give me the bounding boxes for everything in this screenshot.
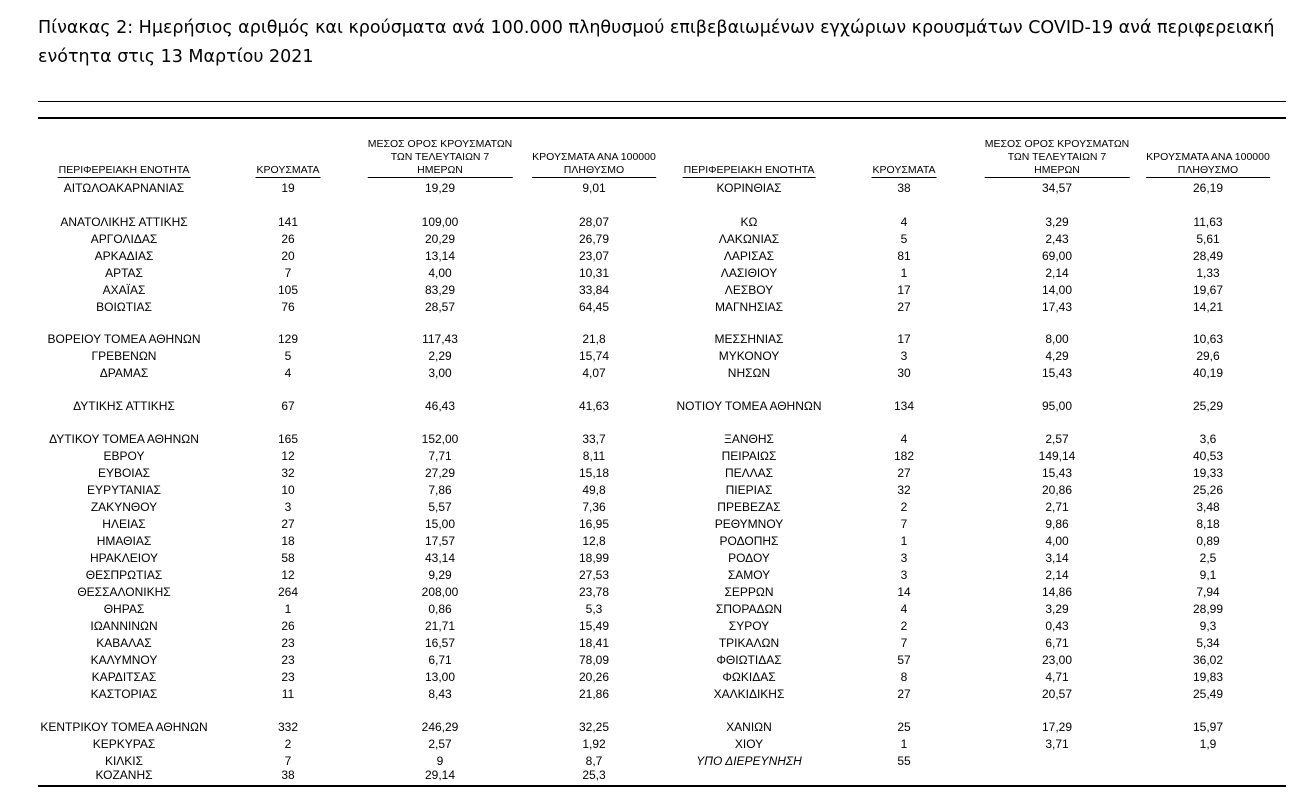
per100k-value: 36,02 — [1192, 653, 1224, 667]
region-name: ΧΑΛΚΙΔΙΚΗΣ — [713, 687, 785, 701]
cases-value: 26 — [281, 232, 295, 246]
per100k-value: 3,6 — [1199, 432, 1217, 446]
region-name: ΗΡΑΚΛΕΙΟΥ — [89, 551, 159, 565]
cases-value: 25 — [897, 720, 911, 734]
region-name: ΕΥΒΟΙΑΣ — [97, 466, 151, 480]
cases-value: 7 — [284, 266, 292, 280]
cases-value: 7 — [284, 754, 292, 768]
region-name: ΛΑΚΩΝΙΑΣ — [718, 232, 780, 246]
cases-value: 332 — [277, 720, 299, 734]
cases-value: 3 — [900, 568, 908, 582]
region-name: ΥΠΟ ΔΙΕΡΕΥΝΗΣΗ — [696, 754, 802, 768]
per100k-value: 40,19 — [1192, 366, 1224, 380]
region-name: ΚΕΝΤΡΙΚΟΥ ΤΟΜΕΑ ΑΘΗΝΩΝ — [40, 720, 208, 734]
per100k-value: 18,99 — [578, 551, 610, 565]
per100k-value: 78,09 — [578, 653, 610, 667]
avg7-value: 21,71 — [424, 619, 456, 633]
cases-value: 23 — [281, 636, 295, 650]
cases-value: 7 — [900, 517, 908, 531]
cases-value: 1 — [900, 534, 908, 548]
region-name: ΛΑΣΙΘΙΟΥ — [720, 266, 778, 280]
cases-value: 12 — [281, 568, 295, 582]
avg7-value: 20,57 — [1041, 687, 1073, 701]
per100k-value: 41,63 — [578, 399, 610, 413]
avg7-value: 19,29 — [424, 181, 456, 195]
region-name: ΣΥΡΟΥ — [728, 619, 770, 633]
cases-value: 2 — [284, 737, 292, 751]
avg7-value: 17,57 — [424, 534, 456, 548]
region-name: ΧΑΝΙΩΝ — [726, 720, 772, 734]
region-name: ΑΝΑΤΟΛΙΚΗΣ ΑΤΤΙΚΗΣ — [60, 215, 188, 229]
avg7-value: 9 — [436, 754, 444, 768]
header-region-left — [58, 164, 191, 178]
avg7-value: 2,71 — [1045, 500, 1069, 514]
avg7-value: 3,14 — [1045, 551, 1069, 565]
region-name: ΠΕΙΡΑΙΩΣ — [721, 449, 777, 463]
region-name: ΚΟΖΑΝΗΣ — [95, 768, 153, 782]
avg7-value: 34,57 — [1041, 181, 1073, 195]
cases-value: 3 — [900, 551, 908, 565]
region-name: ΔΡΑΜΑΣ — [99, 366, 149, 380]
per100k-value: 23,07 — [578, 249, 610, 263]
avg7-value: 2,57 — [1045, 432, 1069, 446]
cases-value: 4 — [284, 366, 292, 380]
per100k-value: 28,49 — [1192, 249, 1224, 263]
caption-line-2: ενότητα στις 13 Μαρτίου 2021 — [38, 47, 314, 67]
region-name: ΝΟΤΙΟΥ ΤΟΜΕΑ ΑΘΗΝΩΝ — [676, 399, 822, 413]
region-name: ΠΕΛΛΑΣ — [724, 466, 774, 480]
cases-value: 4 — [900, 215, 908, 229]
cases-value: 1 — [900, 266, 908, 280]
per100k-value: 19,33 — [1192, 466, 1224, 480]
per100k-value: 1,92 — [582, 737, 606, 751]
avg7-value: 14,86 — [1041, 585, 1073, 599]
per100k-value: 12,8 — [582, 534, 606, 548]
region-name: ΒΟΙΩΤΙΑΣ — [96, 300, 152, 314]
region-name: ΠΙΕΡΙΑΣ — [725, 483, 773, 497]
avg7-value: 4,71 — [1045, 670, 1069, 684]
per100k-value: 8,7 — [585, 754, 603, 768]
avg7-value: 6,71 — [1045, 636, 1069, 650]
avg7-value: 109,00 — [421, 215, 459, 229]
cases-value: 27 — [897, 687, 911, 701]
region-name: ΤΡΙΚΑΛΩΝ — [718, 636, 780, 650]
region-name: ΖΑΚΥΝΘΟΥ — [90, 500, 158, 514]
region-name: ΑΡΤΑΣ — [105, 266, 143, 280]
avg7-value: 2,57 — [428, 737, 452, 751]
per100k-value: 25,26 — [1192, 483, 1224, 497]
avg7-value: 17,43 — [1041, 300, 1073, 314]
avg7-value: 15,43 — [1041, 466, 1073, 480]
avg7-value: 20,29 — [424, 232, 456, 246]
header-line: ΜΕΣΟΣ ΟΡΟΣ ΚΡΟΥΣΜΑΤΩΝ — [367, 138, 513, 150]
avg7-value: 149,14 — [1038, 449, 1076, 463]
per100k-value: 11,63 — [1193, 215, 1223, 229]
region-name: ΘΕΣΣΑΛΟΝΙΚΗΣ — [77, 585, 171, 599]
cases-value: 32 — [281, 466, 295, 480]
per100k-value: 25,49 — [1192, 687, 1224, 701]
avg7-value: 9,86 — [1045, 517, 1069, 531]
avg7-value: 2,14 — [1045, 266, 1069, 280]
per100k-value: 33,84 — [578, 283, 610, 297]
region-name: ΑΧΑΪΑΣ — [102, 283, 146, 297]
cases-value: 23 — [281, 670, 295, 684]
header-line: ΠΛΗΘΥΣΜΟ — [532, 164, 656, 178]
avg7-value: 13,00 — [424, 670, 456, 684]
region-name: ΑΙΤΩΛΟΑΚΑΡΝΑΝΙΑΣ — [63, 181, 185, 195]
per100k-value: 19,83 — [1192, 670, 1224, 684]
per100k-value: 9,1 — [1199, 568, 1217, 582]
region-name: ΗΜΑΘΙΑΣ — [96, 534, 152, 548]
per100k-value: 10,31 — [578, 266, 610, 280]
region-name: ΓΡΕΒΕΝΩΝ — [91, 349, 157, 363]
per100k-value: 25,3 — [582, 768, 606, 782]
avg7-value: 2,43 — [1045, 232, 1069, 246]
cases-value: 23 — [281, 653, 295, 667]
region-name: ΕΒΡΟΥ — [103, 449, 145, 463]
avg7-value: 17,29 — [1041, 720, 1073, 734]
per100k-value: 5,61 — [1196, 232, 1220, 246]
header-cases-left — [256, 164, 321, 178]
header-avg7-right — [985, 138, 1130, 178]
avg7-value: 8,43 — [428, 687, 452, 701]
avg7-value: 7,86 — [428, 483, 452, 497]
cases-value: 4 — [900, 432, 908, 446]
per100k-value: 20,26 — [578, 670, 610, 684]
per100k-value: 21,86 — [578, 687, 610, 701]
region-name: ΚΑΣΤΟΡΙΑΣ — [90, 687, 158, 701]
per100k-value: 64,45 — [578, 300, 610, 314]
region-name: ΒΟΡΕΙΟΥ ΤΟΜΕΑ ΑΘΗΝΩΝ — [47, 332, 201, 346]
avg7-value: 9,29 — [428, 568, 452, 582]
avg7-value: 2,14 — [1045, 568, 1069, 582]
region-name: ΧΙΟΥ — [734, 737, 764, 751]
avg7-value: 4,00 — [1045, 534, 1069, 548]
avg7-value: 3,71 — [1045, 737, 1069, 751]
per100k-value: 23,78 — [578, 585, 610, 599]
cases-value: 17 — [897, 283, 911, 297]
cases-value: 30 — [897, 366, 911, 380]
header-line: ΗΜΕΡΩΝ — [985, 164, 1130, 178]
avg7-value: 208,00 — [421, 585, 459, 599]
header-line: ΠΛΗΘΥΣΜΟ — [1146, 164, 1270, 178]
header-line: ΜΕΣΟΣ ΟΡΟΣ ΚΡΟΥΣΜΑΤΩΝ — [984, 138, 1130, 150]
per100k-value: 16,95 — [578, 517, 610, 531]
cases-value: 8 — [900, 670, 908, 684]
cases-value: 3 — [284, 500, 292, 514]
region-name: ΡΟΔΟΠΗΣ — [719, 534, 779, 548]
per100k-value: 27,53 — [578, 568, 610, 582]
cases-value: 14 — [897, 585, 911, 599]
region-name: ΛΑΡΙΣΑΣ — [723, 249, 775, 263]
cases-value: 182 — [893, 449, 915, 463]
region-name: ΔΥΤΙΚΗΣ ΑΤΤΙΚΗΣ — [73, 399, 175, 413]
per100k-value: 4,07 — [582, 366, 606, 380]
header-line: ΠΕΡΙΦΕΡΕΙΑΚΗ ΕΝΟΤΗΤΑ — [683, 164, 815, 176]
per100k-value: 28,07 — [578, 215, 610, 229]
header-line: ΚΡΟΥΣΜΑΤΑ ΑΝΑ 100000 — [1146, 151, 1270, 163]
per100k-value: 29,6 — [1196, 349, 1220, 363]
header-line: ΠΕΡΙΦΕΡΕΙΑΚΗ ΕΝΟΤΗΤΑ — [58, 164, 190, 176]
per100k-value: 18,41 — [578, 636, 610, 650]
avg7-value: 5,57 — [428, 500, 452, 514]
cases-value: 26 — [281, 619, 295, 633]
per100k-value: 15,74 — [578, 349, 610, 363]
cases-value: 1 — [900, 737, 908, 751]
caption-line-1: Πίνακας 2: Ημερήσιος αριθμός και κρούσματα ανά 100.000 πληθυσμού επιβεβαιωμένων εγχώριων κρουσμάτων COVID-19 ανά περιφερειακή — [38, 18, 1275, 38]
region-name: ΘΗΡΑΣ — [103, 602, 145, 616]
per100k-value: 40,53 — [1192, 449, 1224, 463]
per100k-value: 7,36 — [582, 500, 606, 514]
region-name: ΚΑΒΑΛΑΣ — [96, 636, 152, 650]
region-name: ΡΟΔΟΥ — [728, 551, 770, 565]
region-name: ΕΥΡΥΤΑΝΙΑΣ — [87, 483, 161, 497]
avg7-value: 14,00 — [1041, 283, 1073, 297]
cases-value: 76 — [281, 300, 295, 314]
avg7-value: 16,57 — [424, 636, 456, 650]
cases-value: 18 — [281, 534, 295, 548]
header-line: ΚΡΟΥΣΜΑΤΑ ΑΝΑ 100000 — [532, 151, 656, 163]
avg7-value: 20,86 — [1041, 483, 1073, 497]
per100k-value: 5,34 — [1196, 636, 1220, 650]
cases-value: 67 — [281, 399, 295, 413]
region-name: ΜΑΓΝΗΣΙΑΣ — [714, 300, 784, 314]
avg7-value: 4,00 — [428, 266, 452, 280]
region-name: ΦΘΙΩΤΙΔΑΣ — [716, 653, 782, 667]
header-line: ΚΡΟΥΣΜΑΤΑ — [872, 164, 936, 176]
cases-value: 38 — [897, 181, 911, 195]
cases-value: 4 — [900, 602, 908, 616]
per100k-value: 10,63 — [1192, 332, 1224, 346]
cases-value: 12 — [281, 449, 295, 463]
avg7-value: 8,00 — [1045, 332, 1069, 346]
region-name: ΜΕΣΣΗΝΙΑΣ — [714, 332, 784, 346]
per100k-value: 15,49 — [578, 619, 610, 633]
avg7-value: 23,00 — [1041, 653, 1073, 667]
region-name: ΑΡΓΟΛΙΔΑΣ — [90, 232, 158, 246]
cases-value: 11 — [281, 687, 295, 701]
per100k-value: 2,5 — [1199, 551, 1217, 565]
avg7-value: 29,14 — [424, 768, 456, 782]
per100k-value: 15,97 — [1192, 720, 1224, 734]
cases-value: 38 — [281, 768, 295, 782]
header-cases-right — [872, 164, 937, 178]
cases-value: 10 — [281, 483, 295, 497]
cases-value: 81 — [897, 249, 911, 263]
avg7-value: 0,86 — [428, 602, 452, 616]
region-name: ΛΕΣΒΟΥ — [724, 283, 774, 297]
cases-value: 20 — [281, 249, 295, 263]
avg7-value: 3,00 — [428, 366, 452, 380]
header-line: ΤΩΝ ΤΕΛΕΥΤΑΙΩΝ 7 — [1007, 151, 1107, 163]
avg7-value: 3,29 — [1045, 215, 1069, 229]
avg7-value: 4,29 — [1045, 349, 1069, 363]
per100k-value: 26,19 — [1192, 181, 1224, 195]
cases-value: 17 — [897, 332, 911, 346]
region-name: ΚΟΡΙΝΘΙΑΣ — [716, 181, 782, 195]
avg7-value: 0,43 — [1045, 619, 1069, 633]
avg7-value: 117,43 — [422, 332, 458, 346]
cases-value: 27 — [281, 517, 295, 531]
per100k-value: 1,9 — [1199, 737, 1217, 751]
avg7-value: 83,29 — [424, 283, 456, 297]
cases-value: 2 — [900, 619, 908, 633]
cases-value: 58 — [281, 551, 295, 565]
header-line: ΗΜΕΡΩΝ — [368, 164, 513, 178]
region-name: ΗΛΕΙΑΣ — [102, 517, 146, 531]
per100k-value: 25,29 — [1192, 399, 1224, 413]
avg7-value: 28,57 — [424, 300, 456, 314]
cases-value: 55 — [897, 754, 911, 768]
region-name: ΣΑΜΟΥ — [727, 568, 771, 582]
avg7-value: 2,29 — [428, 349, 452, 363]
avg7-value: 3,29 — [1045, 602, 1069, 616]
avg7-value: 27,29 — [424, 466, 456, 480]
region-name: ΙΩΑΝΝΙΝΩΝ — [90, 619, 158, 633]
region-name: ΚΙΛΚΙΣ — [104, 754, 144, 768]
per100k-value: 19,67 — [1192, 283, 1224, 297]
region-name: ΚΩ — [740, 215, 758, 229]
cases-value: 129 — [277, 332, 299, 346]
cases-value: 5 — [900, 232, 908, 246]
region-name: ΘΕΣΠΡΩΤΙΑΣ — [85, 568, 163, 582]
region-name: ΔΥΤΙΚΟΥ ΤΟΜΕΑ ΑΘΗΝΩΝ — [49, 432, 199, 446]
cases-value: 105 — [277, 283, 299, 297]
cases-value: 7 — [900, 636, 908, 650]
per100k-value: 9,01 — [582, 181, 606, 195]
per100k-value: 28,99 — [1192, 602, 1224, 616]
cases-value: 27 — [897, 466, 911, 480]
region-name: ΚΑΛΥΜΝΟΥ — [90, 653, 158, 667]
per100k-value: 7,94 — [1196, 585, 1220, 599]
per100k-value: 0,89 — [1196, 534, 1220, 548]
per100k-value: 26,79 — [578, 232, 610, 246]
per100k-value: 49,8 — [582, 483, 606, 497]
header-line: ΤΩΝ ΤΕΛΕΥΤΑΙΩΝ 7 — [390, 151, 490, 163]
avg7-value: 15,43 — [1041, 366, 1073, 380]
cases-value: 19 — [281, 181, 295, 195]
per100k-value: 33,7 — [582, 432, 606, 446]
avg7-value: 15,00 — [424, 517, 456, 531]
header-per100k-right — [1146, 151, 1270, 178]
region-name: ΝΗΣΩΝ — [727, 366, 771, 380]
avg7-value: 69,00 — [1041, 249, 1073, 263]
region-name: ΑΡΚΑΔΙΑΣ — [94, 249, 154, 263]
per100k-value: 8,18 — [1196, 517, 1220, 531]
cases-value: 264 — [277, 585, 299, 599]
avg7-value: 13,14 — [424, 249, 456, 263]
region-name: ΡΕΘΥΜΝΟΥ — [714, 517, 784, 531]
region-name: ΚΕΡΚΥΡΑΣ — [92, 737, 156, 751]
header-line: ΚΡΟΥΣΜΑΤΑ — [256, 164, 320, 176]
per100k-value: 21,8 — [582, 332, 606, 346]
avg7-value: 7,71 — [428, 449, 452, 463]
cases-value: 141 — [277, 215, 299, 229]
cases-value: 5 — [284, 349, 292, 363]
avg7-value: 246,29 — [421, 720, 459, 734]
region-name: ΚΑΡΔΙΤΣΑΣ — [91, 670, 157, 684]
region-name: ΞΑΝΘΗΣ — [724, 432, 774, 446]
per100k-value: 1,33 — [1196, 266, 1220, 280]
avg7-value: 6,71 — [428, 653, 452, 667]
per100k-value: 3,48 — [1196, 500, 1220, 514]
cases-value: 2 — [900, 500, 908, 514]
avg7-value: 95,00 — [1041, 399, 1073, 413]
region-name: ΣΕΡΡΩΝ — [724, 585, 774, 599]
region-name: ΜΥΚΟΝΟΥ — [718, 349, 780, 363]
cases-value: 165 — [277, 432, 299, 446]
header-avg7-left — [368, 138, 513, 178]
per100k-value: 5,3 — [585, 602, 603, 616]
cases-value: 1 — [284, 602, 292, 616]
header-per100k-left — [532, 151, 656, 178]
per100k-value: 14,21 — [1192, 300, 1224, 314]
header-region-right — [683, 164, 816, 178]
avg7-value: 152,00 — [421, 432, 459, 446]
cases-value: 57 — [897, 653, 911, 667]
avg7-value: 43,14 — [424, 551, 456, 565]
region-name: ΣΠΟΡΑΔΩΝ — [715, 602, 783, 616]
region-name: ΠΡΕΒΕΖΑΣ — [717, 500, 781, 514]
avg7-value: 46,43 — [424, 399, 456, 413]
per100k-value: 8,11 — [582, 449, 606, 463]
cases-value: 134 — [893, 399, 915, 413]
cases-value: 3 — [900, 349, 908, 363]
per100k-value: 15,18 — [578, 466, 610, 480]
region-name: ΦΩΚΙΔΑΣ — [722, 670, 776, 684]
per100k-value: 32,25 — [578, 720, 610, 734]
cases-value: 32 — [897, 483, 911, 497]
cases-value: 27 — [897, 300, 911, 314]
per100k-value: 9,3 — [1199, 619, 1217, 633]
